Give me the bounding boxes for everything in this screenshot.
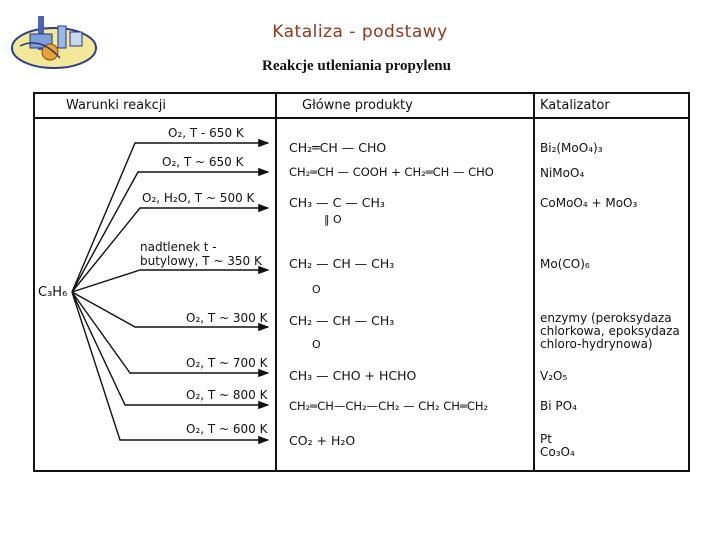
product-row-2: CH₂═CH — COOH + CH₂═CH — CHO — [289, 165, 494, 179]
catalyst-row-5: enzymy (peroksydaza chlorkowa, epoksydaza chloro-hydrynowa) — [540, 311, 680, 351]
catalyst-row-8: Pt Co₃O₄ — [540, 432, 575, 459]
condition-row-5: O₂, T ~ 300 K — [186, 311, 268, 325]
reactant-propylene: C₃H₆ — [38, 285, 68, 300]
arrow-row-2 — [72, 172, 268, 292]
header-catalyst: Katalizator — [540, 98, 610, 113]
condition-row-4: nadtlenek t - butylowy, T ~ 350 K — [140, 240, 262, 268]
product-row-8: CO₂ + H₂O — [289, 433, 356, 448]
catalyst-row-3: CoMoO₄ + MoO₃ — [540, 196, 638, 210]
product-row-4-oxygen: O — [312, 283, 321, 296]
arrow-row-4 — [72, 270, 268, 292]
condition-row-6: O₂, T ~ 700 K — [186, 356, 268, 370]
catalyst-row-6: V₂O₅ — [540, 369, 568, 383]
product-row-5-oxygen: O — [312, 338, 321, 351]
condition-row-8: O₂, T ~ 600 K — [186, 422, 268, 436]
product-row-3: CH₃ — C — CH₃ — [289, 195, 385, 210]
product-row-1: CH₂═CH — CHO — [289, 140, 387, 155]
condition-row-3: O₂, H₂O, T ~ 500 K — [142, 191, 255, 205]
product-row-4: CH₂ — CH — CH₃ — [289, 256, 395, 271]
product-row-6: CH₃ — CHO + HCHO — [289, 368, 417, 383]
condition-row-7: O₂, T ~ 800 K — [186, 388, 268, 402]
header-products: Główne produkty — [302, 98, 413, 113]
catalyst-row-1: Bi₂(MoO₄)₃ — [540, 141, 603, 155]
condition-row-2: O₂, T ~ 650 K — [162, 155, 244, 169]
product-row-7: CH₂═CH—CH₂—CH₂ — CH₂ CH═CH₂ — [289, 399, 489, 413]
product-row-3-oxygen: ‖ O — [324, 213, 342, 226]
header-conditions: Warunki reakcji — [66, 98, 167, 113]
condition-row-1: O₂, T - 650 K — [168, 126, 244, 140]
table-title: Reakcje utleniania propylenu — [262, 58, 451, 74]
catalyst-row-2: NiMoO₄ — [540, 166, 585, 180]
catalyst-row-7: Bi PO₄ — [540, 399, 577, 413]
catalyst-row-4: Mo(CO)₆ — [540, 257, 590, 271]
product-row-5: CH₂ — CH — CH₃ — [289, 313, 395, 328]
slide-title: Kataliza - podstawy — [272, 22, 448, 42]
